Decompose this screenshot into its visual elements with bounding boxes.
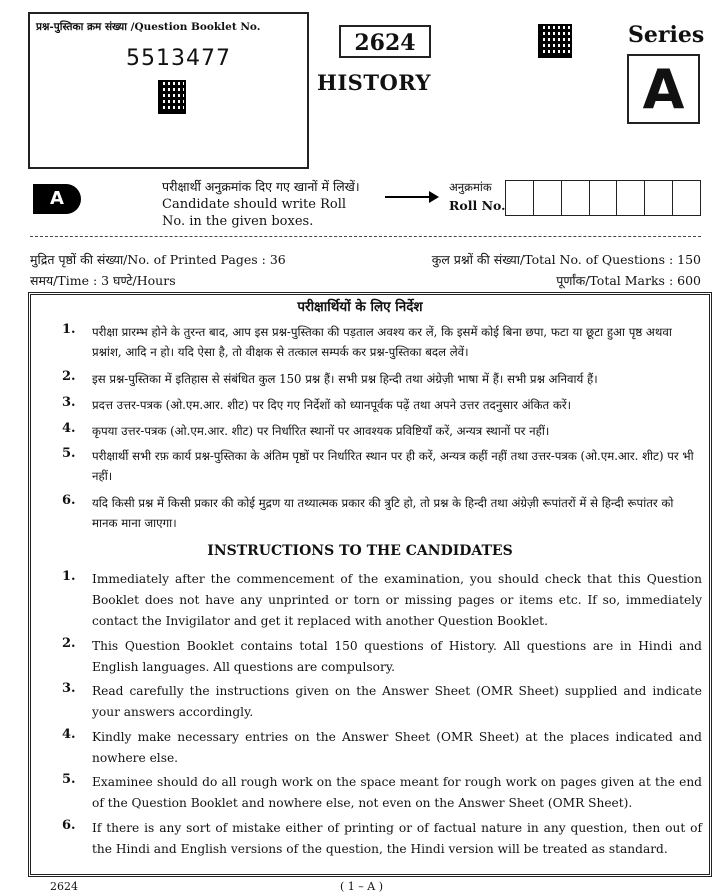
item-number: 3. [62,395,76,410]
paper-code: 2624 [339,25,431,58]
divider [30,236,701,237]
roll-box[interactable] [590,181,618,215]
series-value: A [627,54,700,124]
footer-page: ( 1 – A ) [340,880,384,893]
item-number: 1. [62,322,76,337]
arrow-right-icon [385,196,437,198]
item-text: Kindly make necessary entries on the Answer Sheet (OMR Sheet) at the places indicated and nowhere else. [92,730,702,765]
item-text: Read carefully the instructions given on the Answer Sheet (OMR Sheet) supplied and indicate your answers accordingly. [92,684,702,719]
roll-box[interactable] [673,181,700,215]
roll-number-boxes[interactable] [505,180,701,216]
item-text: कृपया उत्तर-पत्रक (ओ.एम.आर. शीट) पर निर्धारित स्थानों पर आवश्यक प्रविष्टियाँ करें, अन्यत्र स्थानों पर नहीं। [92,424,550,438]
qr-code-icon [158,80,186,114]
roll-box[interactable] [562,181,590,215]
item-text: If there is any sort of mistake either of printing or of factual nature in any question, then out of the Hindi and English versions of the question, the Hindi version will be treated as standard. [92,821,702,856]
item-text: This Question Booklet contains total 150 questions of History. All questions are in Hindi and English languages. All questions are compulsory. [92,639,702,674]
footer-code: 2624 [50,880,78,893]
roll-box[interactable] [645,181,673,215]
item-number: 3. [62,681,76,696]
roll-box[interactable] [617,181,645,215]
item-text: यदि किसी प्रश्न में किसी प्रकार की कोई मुद्रण या तथ्यात्मक प्रकार की त्रुटि हो, तो प्रश्न के हिन्दी तथा अंग्रेज़ी रूपांतरों में से हिन्दी रूपांतर को मानक माना जाएगा। [92,496,674,530]
item-text: इस प्रश्न-पुस्तिका में इतिहास से संबंधित कुल 150 प्रश्न हैं। सभी प्रश्न हिन्दी तथा अंग्रेज़ी भाषा में हैं। सभी प्रश्न अनिवार्य हैं। [92,372,598,386]
series-label: Series [628,22,705,48]
total-questions: कुल प्रश्नों की संख्या/Total No. of Questions : 150 [431,252,701,267]
item-number: 4. [62,421,76,436]
item-number: 6. [62,493,76,508]
booklet-number-label: प्रश्न-पुस्तिका क्रम संख्या /Question Booklet No. [36,21,261,33]
item-text: प्रदत्त उत्तर-पत्रक (ओ.एम.आर. शीट) पर दिए गए निर्देशों को ध्यानपूर्वक पढ़ें तथा अपने उत्तर तदनुसार अंकित करें। [92,398,572,412]
item-number: 6. [62,818,76,833]
series-badge: A [33,184,81,214]
item-number: 2. [62,369,76,384]
roll-label-hindi: अनुक्रमांक [449,180,492,194]
instructions-heading-hindi: परीक्षार्थियों के लिए निर्देश [297,299,423,315]
total-marks: पूर्णांक/Total Marks : 600 [556,273,701,288]
item-number: 4. [62,727,76,742]
item-number: 5. [62,772,76,787]
instructions-heading-english: INSTRUCTIONS TO THE CANDIDATES [207,543,513,559]
item-text: Examinee should do all rough work on the space meant for rough work on pages given at the end of the Question Booklet and nowhere else, not even on the Answer Sheet (OMR Sheet). [92,775,702,810]
time-allowed: समय/Time : 3 घण्टे/Hours [30,273,176,288]
item-text: Immediately after the commencement of the examination, you should check that this Question Booklet does not have any unprinted or torn or missing pages or items etc. If so, immediately contact the Invigilator and get it replaced with another Question Booklet. [92,572,702,628]
item-number: 5. [62,446,76,461]
roll-box[interactable] [534,181,562,215]
qr-code-icon [538,24,572,58]
printed-pages: मुद्रित पृष्ठों की संख्या/No. of Printed Pages : 36 [30,252,286,267]
booklet-number-box [28,12,309,169]
candidate-instruction-hindi: परीक्षार्थी अनुक्रमांक दिए गए खानों में लिखें। [162,179,360,194]
item-text: परीक्षार्थी सभी रफ़ कार्य प्रश्न-पुस्तिका के अंतिम पृष्ठों पर निर्धारित स्थान पर ही करें, अन्यत्र कहीं नहीं तथा उत्तर-पत्रक (ओ.एम.आर. शीट) पर भी नहीं। [92,449,694,483]
roll-label-english: Roll No. [449,198,506,213]
candidate-instruction-english: Candidate should write Roll No. in the given boxes. [162,197,347,229]
booklet-number: 5513477 [126,46,231,71]
item-number: 2. [62,636,76,651]
item-number: 1. [62,569,76,584]
subject-title: HISTORY [317,70,432,95]
item-text: परीक्षा प्रारम्भ होने के तुरन्त बाद, आप इस प्रश्न-पुस्तिका की पड़ताल अवश्य कर लें, कि इसमें कोई बिना छपा, फटा या छूटा हुआ पृष्ठ अथवा प्रश्नांश, आदि न हो। यदि ऐसा है, तो वीक्षक से तत्काल सम्पर्क कर प्रश्न-पुस्तिका बदल लेवें। [92,325,672,359]
roll-box[interactable] [506,181,534,215]
